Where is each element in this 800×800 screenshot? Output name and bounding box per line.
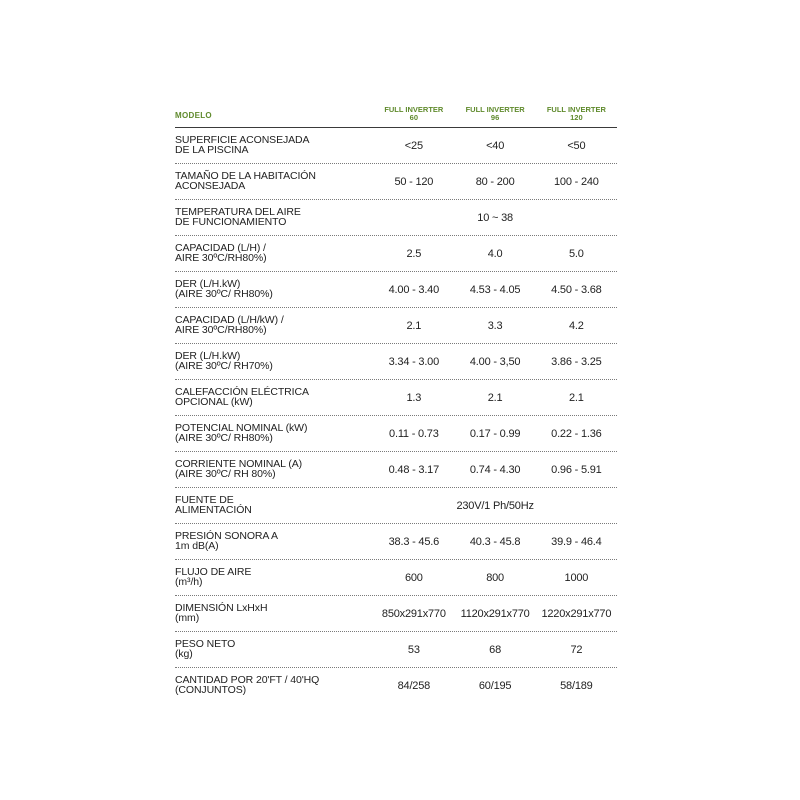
row-value: 40.3 - 45.8 (469, 535, 521, 548)
model-col-96: FULL INVERTER 96 (465, 105, 525, 122)
row-value: 4.50 - 3.68 (551, 283, 602, 296)
table-row (175, 344, 617, 380)
row-value: 0.22 - 1.36 (551, 427, 602, 440)
row-label: CORRIENTE NOMINAL (A) (AIRE 30ºC/ RH 80%) (175, 458, 303, 480)
row-value: 68 (489, 643, 502, 656)
row-value: 3.86 - 3.25 (551, 355, 602, 368)
row-value-all-models: 230V/1 Ph/50Hz (456, 499, 534, 512)
row-value: 2.1 (406, 319, 422, 332)
row-label: PRESIÓN SONORA A 1m dB(A) (175, 530, 278, 552)
row-value: 2.1 (487, 391, 503, 404)
row-value: 3.3 (487, 319, 503, 332)
header-label: MODELO (175, 111, 212, 120)
row-value: 0.96 - 5.91 (551, 463, 602, 476)
row-value: 39.9 - 46.4 (551, 535, 602, 548)
row-value: 100 - 240 (554, 175, 599, 188)
row-label: PESO NETO (kg) (175, 638, 236, 660)
row-value: 3.34 - 3.00 (388, 355, 440, 368)
row-value: 5.0 (569, 247, 584, 260)
table-row (175, 200, 617, 236)
table-row (175, 452, 617, 488)
row-label: CAPACIDAD (L/H) / AIRE 30ºC/RH80%) (175, 242, 267, 264)
table-body (175, 128, 617, 703)
table-row (175, 416, 617, 452)
row-value: 4.53 - 4.05 (469, 283, 521, 296)
row-value: 53 (407, 643, 420, 656)
model-col-60: FULL INVERTER 60 (384, 105, 444, 122)
row-label: TAMAÑO DE LA HABITACIÓN ACONSEJADA (175, 170, 316, 192)
row-value: <40 (486, 139, 505, 152)
row-value: 850x291x770 (381, 607, 446, 620)
row-label: SUPERFICIE ACONSEJADA DE LA PISCINA (175, 134, 310, 156)
table-row (175, 128, 617, 164)
row-value: 2.5 (406, 247, 422, 260)
row-value: 60/195 (478, 679, 512, 692)
row-label: DER (L/H.kW) (AIRE 30ºC/ RH80%) (175, 278, 273, 300)
row-value: 0.17 - 0.99 (469, 427, 521, 440)
row-value: 1220x291x770 (541, 607, 612, 620)
row-value: <25 (404, 139, 423, 152)
row-value: 4.2 (569, 319, 584, 332)
row-value: 72 (570, 643, 583, 656)
table-row (175, 236, 617, 272)
table-row (175, 380, 617, 416)
row-value: 58/189 (560, 679, 593, 692)
row-label: CALEFACCIÓN ELÉCTRICA OPCIONAL (kW) (175, 386, 309, 408)
row-value: 84/258 (397, 679, 431, 692)
table-row (175, 308, 617, 344)
row-value: 800 (486, 571, 504, 584)
row-value: 80 - 200 (475, 175, 515, 188)
row-label: DER (L/H.kW) (AIRE 30ºC/ RH70%) (175, 350, 273, 372)
table-row (175, 272, 617, 308)
row-value: 4.00 - 3,50 (469, 355, 521, 368)
row-value: 0.48 - 3.17 (388, 463, 440, 476)
table-row (175, 488, 617, 524)
row-label: TEMPERATURA DEL AIRE DE FUNCIONAMIENTO (175, 206, 301, 228)
row-value: 1.3 (406, 391, 422, 404)
row-label: FLUJO DE AIRE (m³/h) (175, 566, 252, 588)
row-label: CAPACIDAD (L/H/kW) / AIRE 30ºC/RH80%) (175, 314, 284, 336)
row-value: 1120x291x770 (460, 607, 530, 620)
table-header (175, 100, 617, 128)
row-value: <50 (567, 139, 586, 152)
table-row (175, 560, 617, 596)
table-row (175, 596, 617, 632)
table-row (175, 632, 617, 668)
row-value: 1000 (564, 571, 589, 584)
row-value-all-models: 10 ~ 38 (477, 211, 513, 224)
spec-table (175, 100, 617, 703)
row-value: 600 (404, 571, 423, 584)
row-value: 50 - 120 (394, 175, 434, 188)
row-label: POTENCIAL NOMINAL (kW) (AIRE 30ºC/ RH80%) (175, 422, 308, 444)
row-value: 38.3 - 45.6 (388, 535, 440, 548)
table-row (175, 164, 617, 200)
row-value: 0.74 - 4.30 (469, 463, 521, 476)
row-label: DIMENSIÓN LxHxH (mm) (175, 602, 268, 624)
table-row (175, 524, 617, 560)
table-row (175, 668, 617, 703)
model-col-120: FULL INVERTER 120 (546, 105, 606, 122)
row-label: CANTIDAD POR 20'FT / 40'HQ (CONJUNTOS) (175, 674, 320, 696)
row-value: 0.11 - 0.73 (389, 427, 439, 440)
row-value: 4.00 - 3.40 (388, 283, 440, 296)
row-label: FUENTE DE ALIMENTACIÓN (175, 494, 252, 516)
row-value: 2.1 (569, 391, 584, 404)
row-value: 4.0 (487, 247, 503, 260)
